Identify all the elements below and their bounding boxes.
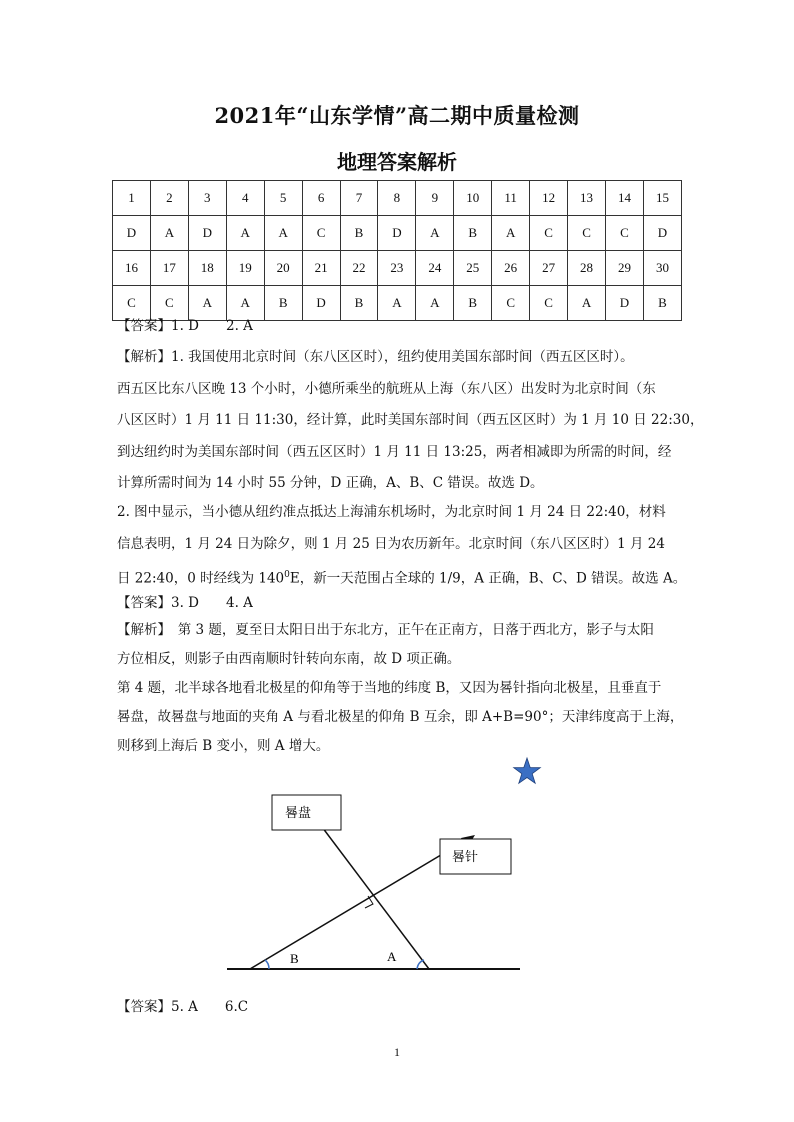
explanation-line: 【解析】 第 3 题，夏至日太阳日出于东北方，正午在正南方，日落于西北方，影子与太阳 — [117, 622, 654, 638]
angle-a-label: A — [387, 949, 397, 964]
table-cell: A — [264, 216, 302, 251]
table-cell: 2 — [150, 181, 188, 216]
angle-b-arc — [265, 960, 269, 969]
table-cell: A — [226, 286, 264, 321]
degree-superscript: 0 — [284, 570, 290, 580]
table-cell: B — [643, 286, 681, 321]
table-cell: 23 — [378, 251, 416, 286]
explanation-line: 第 4 题，北半球各地看北极星的仰角等于当地的纬度 B，又因为晷针指向北极星，且垂直于 — [117, 680, 662, 696]
answer-table — [112, 180, 682, 321]
table-cell: 21 — [302, 251, 340, 286]
table-cell: 28 — [568, 251, 606, 286]
table-cell: 5 — [264, 181, 302, 216]
page-title: 2021年“山东学情”高二期中质量检测 — [214, 103, 580, 128]
table-cell: D — [302, 286, 340, 321]
table-cell: C — [530, 286, 568, 321]
table-cell: 19 — [226, 251, 264, 286]
table-cell: 13 — [568, 181, 606, 216]
table-cell: 25 — [454, 251, 492, 286]
answer-5-6 — [117, 992, 679, 1024]
table-cell: C — [302, 216, 340, 251]
table-cell: A — [492, 216, 530, 251]
table-cell: B — [264, 286, 302, 321]
table-cell: 22 — [340, 251, 378, 286]
table-cell: 3 — [188, 181, 226, 216]
table-cell: D — [113, 216, 151, 251]
explanation-line: 八区区时）1 月 11 日 11:30，经计算，此时美国东部时间（西五区区时）为 1 月 10 日 22:30， — [117, 412, 704, 428]
explanation-line: 晷盘，故晷盘与地面的夹角 A 与看北极星的仰角 B 互余，即 A+B=90°；天津纬度高于上海， — [117, 709, 684, 725]
table-cell: C — [530, 216, 568, 251]
table-cell: B — [454, 286, 492, 321]
explanation-1 — [117, 342, 704, 500]
explanation-line: 计算所需时间为 14 小时 55 分钟，D 正确，A、B、C 错误。故选 D。 — [117, 475, 544, 491]
table-cell: 1 — [113, 181, 151, 216]
table-cell: A — [150, 216, 188, 251]
table-cell: 7 — [340, 181, 378, 216]
star-icon — [514, 758, 541, 783]
table-cell: D — [378, 216, 416, 251]
needle-line — [250, 840, 466, 969]
angle-b-label: B — [290, 951, 299, 966]
table-cell: 24 — [416, 251, 454, 286]
table-cell: 15 — [643, 181, 681, 216]
explanation-line: 2. 图中显示，当小德从纽约准点抵达上海浦东机场时，为北京时间 1 月 24 日 22:40，材料 — [117, 504, 666, 520]
explanation-text: 日 22:40，0 时经线为 140 — [117, 570, 285, 587]
table-cell: 26 — [492, 251, 530, 286]
table-cell: A — [416, 216, 454, 251]
table-cell: 14 — [605, 181, 643, 216]
table-cell: 6 — [302, 181, 340, 216]
table-cell: 29 — [605, 251, 643, 286]
table-cell: C — [492, 286, 530, 321]
table-cell: 27 — [530, 251, 568, 286]
dial-line — [313, 815, 429, 969]
table-cell: A — [226, 216, 264, 251]
answer-line: 【答案】5. A 6.C — [117, 999, 249, 1015]
table-row — [113, 251, 682, 286]
explanation-line: 【解析】1. 我国使用北京时间（东八区区时），纽约使用美国东部时间（西五区区时）。 — [117, 349, 634, 365]
answer-3-4 — [117, 588, 679, 620]
table-cell: 10 — [454, 181, 492, 216]
table-cell: 4 — [226, 181, 264, 216]
explanation-line: 到达纽约时为美国东部时间（西五区区时）1 月 11 日 13:25，两者相减即为所需的时间，经 — [117, 443, 672, 460]
table-cell: B — [340, 286, 378, 321]
table-cell: 9 — [416, 181, 454, 216]
table-cell: 17 — [150, 251, 188, 286]
table-cell: C — [113, 286, 151, 321]
table-cell: A — [416, 286, 454, 321]
dial-label: 晷盘 — [285, 806, 312, 821]
table-cell: A — [378, 286, 416, 321]
answer-line: 【答案】1. D 2. A — [117, 318, 253, 334]
answer-1-2 — [117, 311, 679, 343]
explanation-line: 则移到上海后 B 变小，则 A 增大。 — [117, 738, 330, 754]
right-angle-mark — [365, 896, 373, 908]
table-cell: A — [568, 286, 606, 321]
table-cell: A — [188, 286, 226, 321]
table-row — [113, 216, 682, 251]
answer-line: 【答案】3. D 4. A — [117, 595, 253, 611]
table-cell: B — [454, 216, 492, 251]
table-cell: 20 — [264, 251, 302, 286]
table-cell: B — [340, 216, 378, 251]
explanation-3-4 — [117, 616, 684, 761]
table-cell: 11 — [492, 181, 530, 216]
explanation-2 — [117, 497, 687, 595]
needle-label: 晷针 — [452, 850, 479, 865]
table-cell: C — [605, 216, 643, 251]
table-cell: 8 — [378, 181, 416, 216]
explanation-line: 方位相反，则影子由西南顺时针转向东南，故 D 项正确。 — [117, 651, 461, 667]
table-cell: 16 — [113, 251, 151, 286]
page-number: 1 — [394, 1045, 400, 1059]
table-cell: D — [605, 286, 643, 321]
table-cell: D — [643, 216, 681, 251]
table-cell: D — [188, 216, 226, 251]
sundial-diagram — [215, 755, 555, 985]
explanation-line: 西五区比东八区晚 13 个小时，小德所乘坐的航班从上海（东八区）出发时为北京时间（东 — [117, 380, 656, 397]
explanation-line: 信息表明，1 月 24 日为除夕，则 1 月 25 日为农历新年。北京时间（东八区区时）1 月 24 — [117, 535, 665, 552]
table-cell: C — [568, 216, 606, 251]
table-cell: 18 — [188, 251, 226, 286]
table-cell: C — [150, 286, 188, 321]
page-subtitle: 地理答案解析 — [337, 150, 457, 174]
table-cell: 30 — [643, 251, 681, 286]
table-row — [113, 181, 682, 216]
explanation-text: E，新一天范围占全球的 1/9，A 正确，B、C、D 错误。故选 A。 — [289, 570, 687, 587]
table-cell: 12 — [530, 181, 568, 216]
